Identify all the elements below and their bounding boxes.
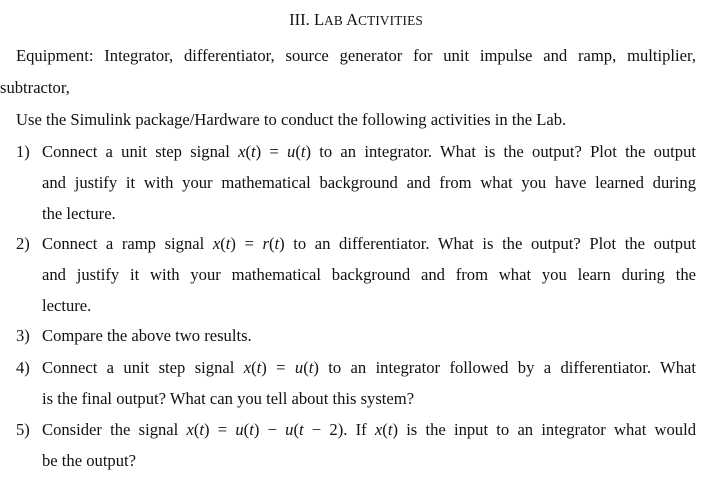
activity-3-text: Compare the above two results.	[42, 326, 252, 345]
equipment-line-1: Equipment: Integrator, differentiator, source generator for unit impulse and ramp, multiplier,	[16, 46, 696, 65]
heading-L: L	[314, 10, 325, 29]
activity-1-line-1: Connect a unit step signal x(t) = u(t) to an integrator. What is the output? Plot the output	[42, 142, 696, 161]
activity-1-line-2: and justify it with your mathematical background and from what you have learned during	[42, 173, 696, 192]
activity-1-number: 1)	[16, 142, 30, 161]
intro-text: Use the Simulink package/Hardware to conduct the following activities in the Lab.	[16, 110, 567, 129]
activity-5-line-2: be the output?	[42, 451, 137, 470]
heading-A: A	[346, 10, 359, 29]
activity-2-line-1: Connect a ramp signal x(t) = r(t) to an differentiator. What is the output? Plot the output	[42, 234, 696, 253]
activity-5-line-1: Consider the signal x(t) = u(t) − u(t − 2). If x(t) is the input to an integrator what would	[42, 420, 697, 439]
heading-ctivities: CTIVITIES	[358, 13, 423, 28]
activity-2-number: 2)	[16, 234, 30, 253]
heading-ab: AB	[324, 13, 343, 28]
activity-5-number: 5)	[16, 420, 30, 439]
activity-3-number: 3)	[16, 326, 30, 345]
activity-2-line-2: and justify it with your mathematical background and from what you learn during the	[42, 265, 696, 284]
activity-4-line-2: is the final output? What can you tell about this system?	[42, 389, 415, 408]
activity-4-line-1: Connect a unit step signal x(t) = u(t) to an integrator followed by a differentiator. What	[42, 358, 696, 377]
activity-4-number: 4)	[16, 358, 30, 377]
section-heading	[0, 10, 712, 31]
heading-roman: III.	[289, 10, 310, 29]
activity-2-line-3: lecture.	[42, 296, 92, 315]
activity-1-line-3: the lecture.	[42, 204, 116, 223]
equipment-line-2: subtractor,	[0, 78, 70, 97]
